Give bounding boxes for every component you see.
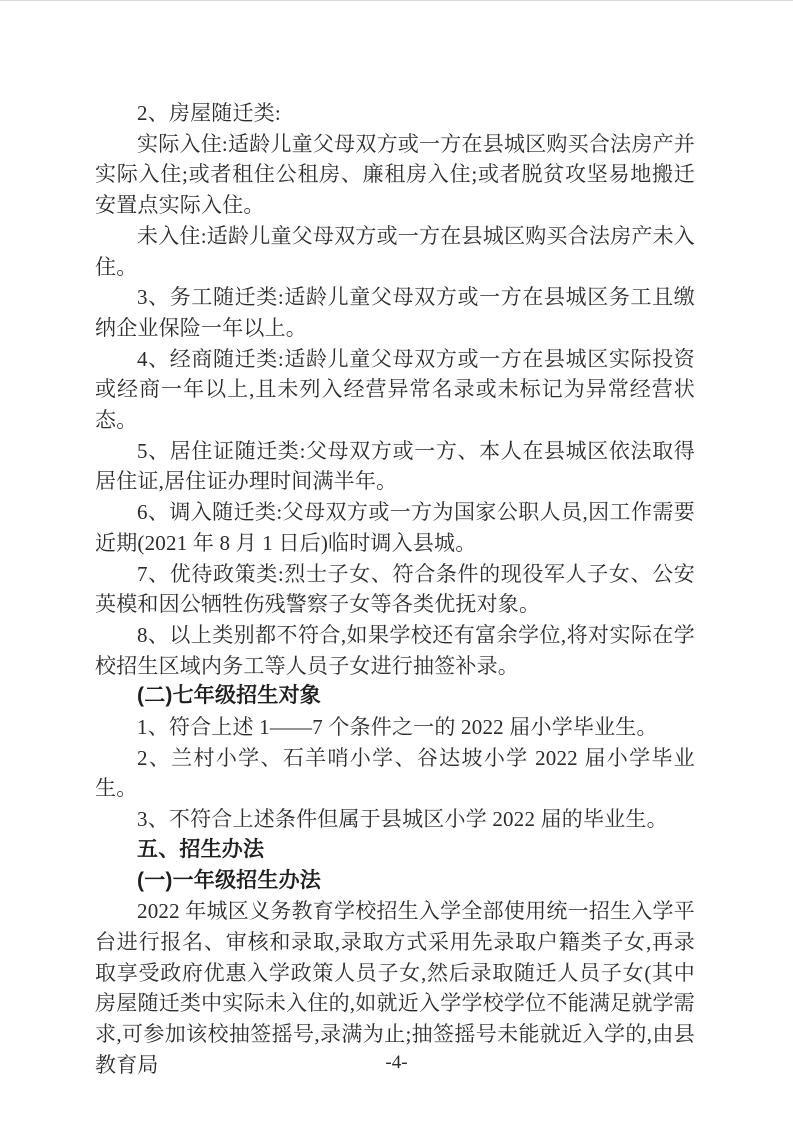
paragraph-item-4-business-migration: 4、经商随迁类:适龄儿童父母双方或一方在县城区实际投资或经商一年以上,且未列入经营异常名录或未标记为异常经营状态。: [95, 346, 695, 433]
paragraph-grade7-item-3: 3、不符合上述条件但属于县城区小学 2022 届的毕业生。: [137, 807, 668, 832]
document-body: [95, 98, 695, 1081]
paragraph-item-5-residence-permit: 5、居住证随迁类:父母双方或一方、本人在县城区依法取得居住证,居住证办理时间满半年。: [95, 438, 695, 494]
paragraph-not-occupied: 未入住:适龄儿童父母双方或一方在县城区购买合法房产未入住。: [95, 223, 695, 279]
page-top-edge: [0, 0, 793, 1]
paragraph-item-7-preferential-policy: 7、优待政策类:烈士子女、符合条件的现役军人子女、公安英模和因公牺牲伤残警察子女等各类优抚对象。: [95, 561, 695, 617]
paragraph-grade7-item-2: 2、兰村小学、石羊哨小学、谷达坡小学 2022 届小学毕业生。: [95, 745, 695, 801]
heading-section5-enrollment-methods: 五、招生办法: [137, 837, 265, 861]
paragraph-grade7-item-1: 1、符合上述 1——7 个条件之一的 2022 届小学毕业生。: [137, 715, 658, 740]
paragraph-actual-occupancy: 实际入住:适龄儿童父母双方或一方在县城区购买合法房产并实际入住;或者租住公租房、廉租房入住;或者脱贫攻坚易地搬迁安置点实际入住。: [95, 131, 695, 218]
paragraph-item-3-work-migration: 3、务工随迁类:适龄儿童父母双方或一方在县城区务工且缴纳企业保险一年以上。: [95, 285, 695, 340]
paragraph-item-6-transfer-migration: 6、调入随迁类:父母双方或一方为国家公职人员,因工作需要近期(2021 年 8 月 1 日后)临时调入县城。: [95, 500, 695, 555]
paragraph-item-2-house-migration: 2、房屋随迁类:: [137, 101, 281, 125]
paragraph-grade1-method-body: 2022 年城区义务教育学校招生入学全部使用统一招生入学平台进行报名、审核和录取,录取方式采用先录取户籍类子女,再录取享受政府优惠入学政策人员子女,然后录取随迁人员子女(其中房屋随迁类中实际未入住的,如就近入学学校学位不能满足就学需求,可参加该校抽签摇号,录满为止;抽签摇号未能就近入学的,由县教育局: [95, 899, 695, 1077]
heading-grade7-enrollment-targets: (二)七年级招生对象: [137, 684, 321, 708]
page-number: -4-: [385, 1052, 408, 1073]
heading-grade1-enrollment-method: (一)一年级招生办法: [137, 868, 321, 892]
paragraph-item-8-lottery-supplement: 8、以上类别都不符合,如果学校还有富余学位,将对实际在学校招生区域内务工等人员子女进行抽签补录。: [95, 622, 695, 678]
